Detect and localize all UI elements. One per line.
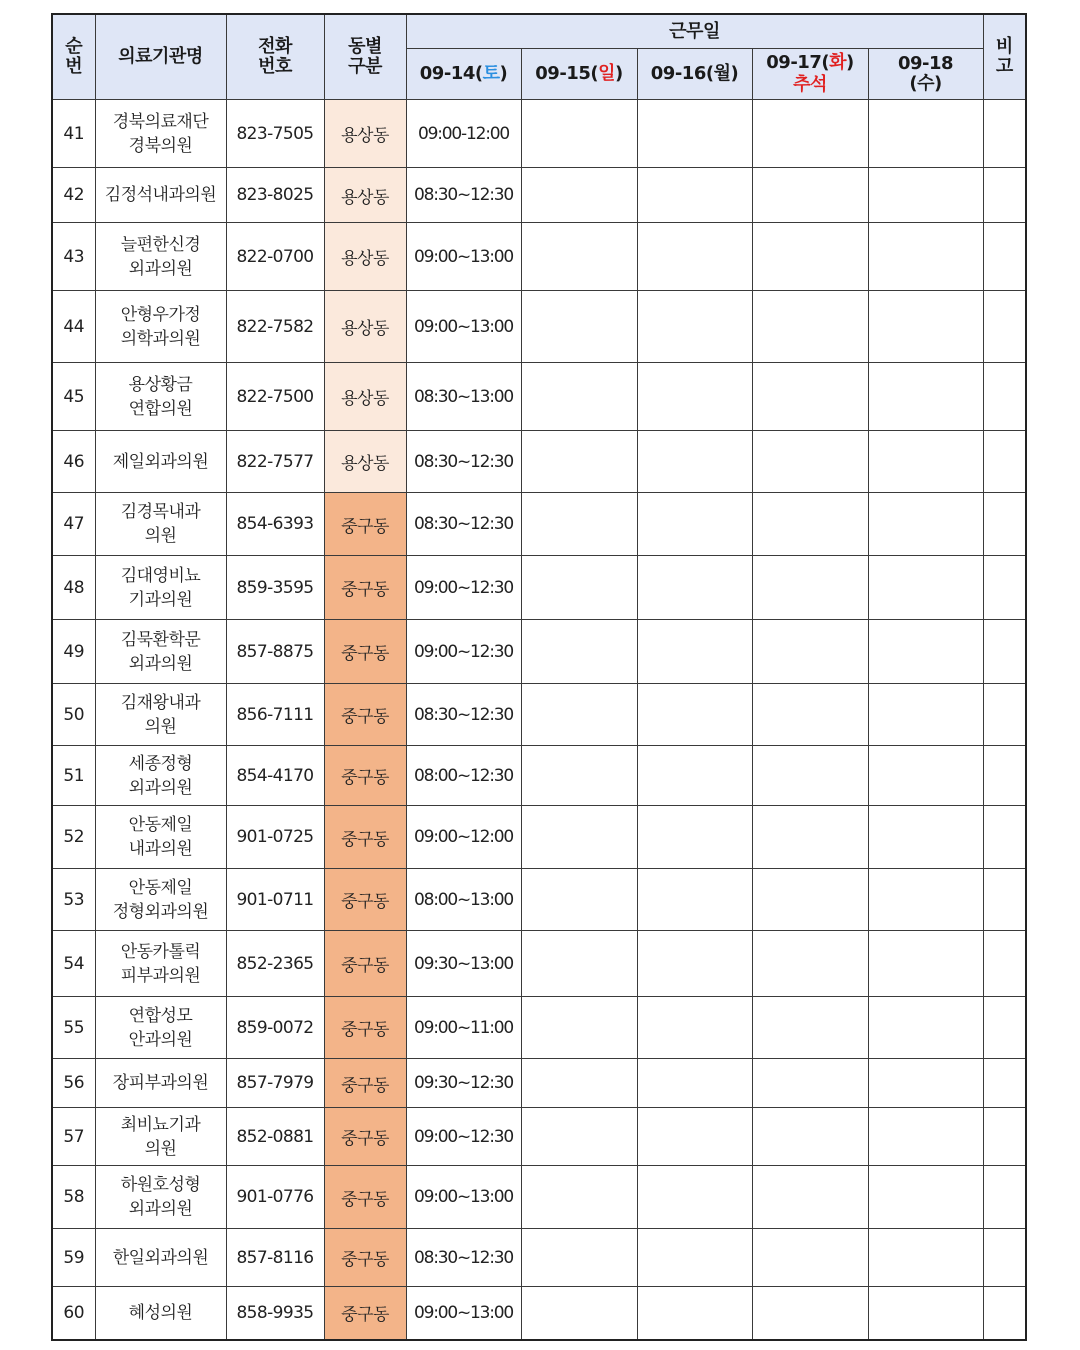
table-row [52,684,1026,746]
hours-0918 [868,363,983,431]
hours-0914: 09:30~12:30 [406,1059,521,1108]
row-number: 56 [52,1059,95,1108]
row-number: 52 [52,806,95,869]
hours-0917 [752,363,868,431]
remark [983,1287,1026,1340]
clinic-name: 안형우가정 의학과의원 [95,291,226,363]
district: 중구동 [324,1108,406,1166]
hours-0915 [521,1059,637,1108]
hours-0915 [521,291,637,363]
table-row [52,291,1026,363]
table-row [52,1166,1026,1229]
phone-number: 822-7577 [226,431,324,493]
row-number: 59 [52,1229,95,1287]
row-number: 58 [52,1166,95,1229]
clinic-name: 장피부과의원 [95,1059,226,1108]
day-label-end: ) [845,52,854,73]
clinic-name: 늘편한신경 외과의원 [95,223,226,291]
hours-0917 [752,1059,868,1108]
row-number: 47 [52,493,95,556]
hours-0915 [521,363,637,431]
district: 중구동 [324,869,406,931]
table-row [52,223,1026,291]
remark [983,223,1026,291]
district: 용상동 [324,100,406,168]
header-day-0916 [637,49,752,100]
header-day-0917 [752,49,868,100]
remark [983,1059,1026,1108]
row-number: 42 [52,168,95,223]
clinic-name: 한일외과의원 [95,1229,226,1287]
row-number: 48 [52,556,95,620]
hours-0918 [868,431,983,493]
remark [983,1229,1026,1287]
hours-0918 [868,1166,983,1229]
hours-0914: 09:00~12:30 [406,556,521,620]
hours-0917 [752,556,868,620]
phone-number: 859-3595 [226,556,324,620]
table-row [52,1108,1026,1166]
hours-0915 [521,869,637,931]
table-row [52,997,1026,1059]
hours-0915 [521,168,637,223]
hours-0916 [637,1059,752,1108]
hours-0915 [521,684,637,746]
phone-number: 857-8116 [226,1229,324,1287]
hours-0916 [637,100,752,168]
phone-number: 901-0725 [226,806,324,869]
hours-0916 [637,869,752,931]
hours-0916 [637,1108,752,1166]
hours-0916 [637,168,752,223]
hours-0915 [521,1166,637,1229]
hours-0918 [868,223,983,291]
table-row [52,556,1026,620]
hours-0916 [637,493,752,556]
day-weekday: 화 [829,52,846,73]
phone-number: 858-9935 [226,1287,324,1340]
hours-0916 [637,1287,752,1340]
hours-0914: 08:30~12:30 [406,684,521,746]
clinic-name: 경북의료재단 경북의원 [95,100,226,168]
phone-number: 823-8025 [226,168,324,223]
hours-0917 [752,1229,868,1287]
table-row [52,746,1026,806]
district: 용상동 [324,431,406,493]
hours-0916 [637,556,752,620]
clinic-name: 세종정형 외과의원 [95,746,226,806]
phone-number: 856-7111 [226,684,324,746]
row-number: 53 [52,869,95,931]
hours-0915 [521,1229,637,1287]
hours-0918 [868,556,983,620]
hours-0914: 09:00~13:00 [406,1166,521,1229]
hours-0917 [752,931,868,997]
phone-number: 852-0881 [226,1108,324,1166]
hours-0916 [637,684,752,746]
hours-0915 [521,931,637,997]
table-body [52,100,1026,1340]
remark [983,168,1026,223]
hours-0914: 08:00~13:00 [406,869,521,931]
hours-0918 [868,746,983,806]
row-number: 49 [52,620,95,684]
hours-0918 [868,1287,983,1340]
district: 중구동 [324,1059,406,1108]
district: 용상동 [324,363,406,431]
hours-0917 [752,100,868,168]
remark [983,1108,1026,1166]
table-row [52,1287,1026,1340]
hours-0916 [637,931,752,997]
hours-0914: 09:00~12:30 [406,620,521,684]
remark [983,363,1026,431]
remark [983,431,1026,493]
header-day-0915 [521,49,637,100]
phone-number: 857-7979 [226,1059,324,1108]
table-row [52,869,1026,931]
row-number: 41 [52,100,95,168]
remark [983,806,1026,869]
phone-number: 901-0776 [226,1166,324,1229]
hours-0917 [752,620,868,684]
row-number: 50 [52,684,95,746]
remark [983,746,1026,806]
row-number: 45 [52,363,95,431]
hours-0914: 09:00~13:00 [406,223,521,291]
hours-0914: 09:00~12:00 [406,806,521,869]
hours-0915 [521,100,637,168]
hours-0914: 08:30~12:30 [406,431,521,493]
phone-number: 822-0700 [226,223,324,291]
hours-0917 [752,493,868,556]
district: 중구동 [324,1166,406,1229]
table-row [52,363,1026,431]
hours-0915 [521,1108,637,1166]
hours-0916 [637,806,752,869]
district: 중구동 [324,746,406,806]
clinic-name: 안동제일 내과의원 [95,806,226,869]
hours-0915 [521,997,637,1059]
remark [983,620,1026,684]
clinic-name: 최비뇨기과 의원 [95,1108,226,1166]
hours-0914: 08:30~12:30 [406,493,521,556]
row-number: 55 [52,997,95,1059]
clinic-name: 하원호성형 외과의원 [95,1166,226,1229]
hours-0918 [868,620,983,684]
district: 중구동 [324,1287,406,1340]
hours-0916 [637,746,752,806]
phone-number: 822-7582 [226,291,324,363]
row-number: 57 [52,1108,95,1166]
table-header [52,14,1026,100]
hours-0916 [637,1166,752,1229]
day-label-end: ) [614,63,623,84]
day-label: 09-14( [419,63,483,84]
hours-0916 [637,291,752,363]
header-workdays: 근무일 [406,14,983,49]
table-row [52,620,1026,684]
phone-number: 823-7505 [226,100,324,168]
clinic-name: 용상황금 연합의원 [95,363,226,431]
hours-0915 [521,493,637,556]
hours-0914: 09:00~12:30 [406,1108,521,1166]
hours-0918 [868,1229,983,1287]
remark [983,931,1026,997]
hours-0918 [868,997,983,1059]
hours-0918 [868,1059,983,1108]
remark [983,100,1026,168]
day-label-end: ) [499,63,508,84]
row-number: 43 [52,223,95,291]
clinic-name: 안동카톨릭 피부과의원 [95,931,226,997]
district: 용상동 [324,291,406,363]
hours-0914: 08:30~12:30 [406,168,521,223]
hours-0917 [752,1166,868,1229]
hours-0916 [637,997,752,1059]
hours-0916 [637,1229,752,1287]
hours-0918 [868,684,983,746]
hours-0914: 08:00~12:30 [406,746,521,806]
hours-0915 [521,620,637,684]
clinic-name: 혜성의원 [95,1287,226,1340]
header-remark: 비 고 [983,14,1026,100]
hours-0917 [752,997,868,1059]
remark [983,1166,1026,1229]
district: 중구동 [324,493,406,556]
header-no: 순 번 [52,14,95,100]
header-day-0914 [406,49,521,100]
table-row [52,168,1026,223]
row-number: 46 [52,431,95,493]
district: 중구동 [324,1229,406,1287]
phone-number: 854-4170 [226,746,324,806]
district: 용상동 [324,223,406,291]
hours-0918 [868,493,983,556]
district: 용상동 [324,168,406,223]
hours-0917 [752,1287,868,1340]
hours-0914: 09:30~13:00 [406,931,521,997]
hours-0915 [521,746,637,806]
phone-number: 852-2365 [226,931,324,997]
remark [983,556,1026,620]
hours-0918 [868,168,983,223]
header-phone: 전화 번호 [226,14,324,100]
hours-0916 [637,620,752,684]
district: 중구동 [324,684,406,746]
day-weekday: 일 [598,63,615,84]
hours-0914: 09:00-12:00 [406,100,521,168]
hours-0918 [868,806,983,869]
hours-0914: 09:00~11:00 [406,997,521,1059]
hours-0915 [521,1287,637,1340]
hours-0918 [868,291,983,363]
day-label: 09-17( [766,52,830,73]
hours-0915 [521,223,637,291]
remark [983,869,1026,931]
phone-number: 859-0072 [226,997,324,1059]
hours-0915 [521,806,637,869]
day-label: 09-18 (수) [897,53,954,94]
hours-0917 [752,168,868,223]
clinic-name: 김묵환학문 외과의원 [95,620,226,684]
header-district: 동별 구분 [324,14,406,100]
hours-0915 [521,431,637,493]
hours-0917 [752,806,868,869]
schedule-table [51,13,1027,1341]
clinic-name: 김대영비뇨 기과의원 [95,556,226,620]
clinic-name: 김재왕내과 의원 [95,684,226,746]
remark [983,997,1026,1059]
remark [983,291,1026,363]
table-row [52,1059,1026,1108]
table-row [52,931,1026,997]
clinic-name: 안동제일 정형외과의원 [95,869,226,931]
day-weekday: 토 [482,63,500,84]
phone-number: 857-8875 [226,620,324,684]
day-label: 09-15( [535,63,599,84]
hours-0914: 09:00~13:00 [406,1287,521,1340]
table-row [52,431,1026,493]
table-row [52,1229,1026,1287]
hours-0917 [752,684,868,746]
clinic-name: 김정석내과의원 [95,168,226,223]
hours-0916 [637,363,752,431]
district: 중구동 [324,997,406,1059]
hours-0917 [752,291,868,363]
clinic-name: 김경목내과 의원 [95,493,226,556]
row-number: 60 [52,1287,95,1340]
phone-number: 901-0711 [226,869,324,931]
hours-0918 [868,869,983,931]
table-row [52,493,1026,556]
hours-0918 [868,100,983,168]
phone-number: 822-7500 [226,363,324,431]
holiday-note: 추석 [793,74,827,95]
hours-0917 [752,869,868,931]
hours-0914: 08:30~12:30 [406,1229,521,1287]
district: 중구동 [324,620,406,684]
phone-number: 854-6393 [226,493,324,556]
hours-0918 [868,931,983,997]
hours-0917 [752,746,868,806]
district: 중구동 [324,806,406,869]
hours-0916 [637,431,752,493]
row-number: 54 [52,931,95,997]
hours-0915 [521,556,637,620]
hours-0918 [868,1108,983,1166]
hours-0917 [752,223,868,291]
header-name: 의료기관명 [95,14,226,100]
hours-0916 [637,223,752,291]
hours-0914: 09:00~13:00 [406,291,521,363]
table-row [52,100,1026,168]
remark [983,493,1026,556]
row-number: 51 [52,746,95,806]
hours-0917 [752,1108,868,1166]
district: 중구동 [324,556,406,620]
row-number: 44 [52,291,95,363]
hours-0914: 08:30~13:00 [406,363,521,431]
clinic-name: 연합성모 안과의원 [95,997,226,1059]
remark [983,684,1026,746]
district: 중구동 [324,931,406,997]
hours-0917 [752,431,868,493]
header-day-0918 [868,49,983,100]
table-row [52,806,1026,869]
clinic-name: 제일외과의원 [95,431,226,493]
day-label: 09-16(월) [650,63,739,84]
